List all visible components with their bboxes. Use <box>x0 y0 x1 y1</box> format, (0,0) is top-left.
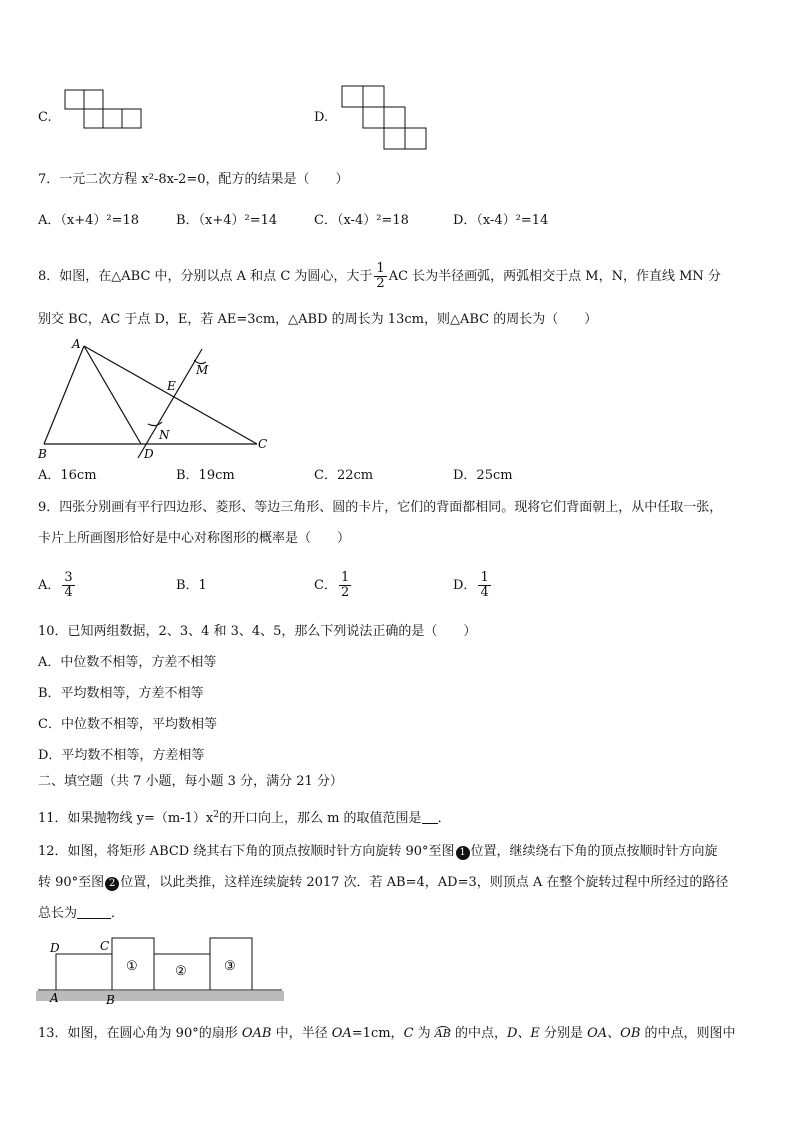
q8-frac-den: 2 <box>376 276 385 291</box>
q7-option-d: D．（x-4）²=14 <box>453 213 549 228</box>
q12-rotation-figure <box>36 930 286 1010</box>
q9-c-frac <box>339 571 351 600</box>
q13-oa: OA <box>331 1026 352 1041</box>
q13-part1: 13．如图，在圆心角为 90°的扇形 <box>38 1026 242 1041</box>
q8-stem-part1: 8．如图，在△ABC 中，分别以点 A 和点 C 为圆心，大于 <box>38 269 373 284</box>
q9-a-frac <box>62 571 74 600</box>
q12-l2-part1: 转 90°至图 <box>38 875 105 890</box>
q13-part7: 的中点，则图中 <box>640 1026 736 1041</box>
q8-stem-line1 <box>38 262 721 291</box>
q11-stem <box>38 805 451 829</box>
q7-option-b: B．（x+4）²=14 <box>176 213 278 228</box>
q9-d-num: 1 <box>480 570 489 585</box>
q13-part4: 为 <box>413 1026 435 1041</box>
q9-option-c <box>314 566 353 606</box>
q8-option-d: D．25cm <box>453 468 513 483</box>
q8-label-c: C <box>258 437 268 451</box>
q9-d-label: D． <box>453 578 477 593</box>
q12-l3-part2: ． <box>111 906 125 921</box>
q11-sup: 2 <box>213 810 219 820</box>
q12-line3 <box>38 904 124 924</box>
q11-blank[interactable] <box>422 809 438 824</box>
q12-l1-part2: 位置，继续绕右下角的顶点按顺时针方向旋 <box>470 844 718 859</box>
q12-l1-part1: 12．如图，将矩形 ABCD 绕其右下角的顶点按顺时针方向旋转 90°至图 <box>38 844 455 859</box>
q12-label-d: D <box>50 941 60 955</box>
q12-line2 <box>38 873 728 893</box>
q9-d-den: 4 <box>480 585 489 600</box>
q12-label-rect-2: ② <box>175 964 187 979</box>
q12-l3-part1: 总长为 <box>38 906 78 921</box>
q12-label-b: B <box>106 993 115 1007</box>
q12-label-rect-3: ③ <box>224 959 236 974</box>
q8-label-e: E <box>167 379 176 393</box>
q9-line1: 9．四张分别画有平行四边形、菱形、等边三角形、圆的卡片，它们的背面都相同。现将它们背面朝上，从中任取一张， <box>38 500 723 515</box>
q10-option-a: A．中位数不相等，方差不相等 <box>38 655 217 670</box>
q13-de: D、E <box>506 1026 540 1041</box>
q8-option-c: C．22cm <box>314 468 374 483</box>
q9-c-num: 1 <box>340 570 350 585</box>
q13-part6: 分别是 <box>539 1026 588 1041</box>
q9-a-den: 4 <box>64 585 73 600</box>
q8-label-m: M <box>196 363 209 377</box>
q13-arc-ab: AB <box>434 1027 451 1040</box>
q13-part2: 中，半径 <box>271 1026 332 1041</box>
q8-label-d: D <box>144 447 154 461</box>
option-d-label: D. <box>314 110 329 125</box>
q12-circle-2: 2 <box>105 877 119 891</box>
q11-part1: 11．如果抛物线 y=（m-1）x <box>38 811 214 826</box>
q11-part2: 的开口向上，那么 m 的取值范围是 <box>218 811 422 826</box>
q8-option-a: A．16cm <box>38 468 97 483</box>
q9-c-den: 2 <box>340 585 350 600</box>
q12-label-c: C <box>100 939 110 953</box>
q8-label-a: A <box>72 337 81 351</box>
q13-oab: OAB <box>241 1026 272 1041</box>
q13-part3: =1cm， <box>351 1026 404 1041</box>
q13-stem <box>38 1024 736 1044</box>
q7-option-c: C．（x-4）²=18 <box>314 213 409 228</box>
q9-a-label: A． <box>38 578 61 593</box>
section-title: 二、填空题（共 7 小题，每小题 3 分，满分 21 分） <box>38 774 343 789</box>
q8-label-b: B <box>38 447 47 461</box>
q10-option-b: B．平均数相等，方差不相等 <box>38 686 204 701</box>
q8-triangle-figure <box>34 332 284 464</box>
q13-part5: 的中点， <box>450 1026 507 1041</box>
q12-label-a: A <box>50 991 59 1005</box>
option-c-net-figure <box>60 88 150 132</box>
q11-part3: ． <box>437 811 451 826</box>
q12-circle-1: 1 <box>456 846 470 860</box>
q8-fraction <box>374 262 386 291</box>
option-c-label: C. <box>38 110 52 125</box>
q8-stem-part2: AC 长为半径画弧，两弧相交于点 M，N，作直线 MN 分 <box>388 269 721 284</box>
q10-stem: 10．已知两组数据，2、3、4 和 3、4、5，那么下列说法正确的是（ ） <box>38 624 477 639</box>
q12-blank[interactable] <box>77 904 111 919</box>
option-d-net-figure <box>338 84 438 152</box>
q9-d-frac <box>478 571 490 600</box>
q8-frac-num: 1 <box>376 261 385 276</box>
q9-option-b: B．1 <box>176 578 207 593</box>
q9-option-d <box>453 566 493 606</box>
q10-option-c: C．中位数不相等，平均数相等 <box>38 717 217 732</box>
q7-stem: 7．一元二次方程 x²-8x-2=0，配方的结果是（ ） <box>38 172 349 187</box>
q9-c-label: C． <box>314 578 337 593</box>
q12-l2-part2: 位置，以此类推，这样连续旋转 2017 次．若 AB=4，AD=3，则顶点 A 在整个旋转过程中所经过的路径 <box>120 875 729 890</box>
q9-option-a <box>38 566 77 606</box>
q13-c: C <box>403 1026 414 1041</box>
q10-option-d: D．平均数不相等，方差相等 <box>38 748 205 763</box>
q8-stem-line2: 别交 BC，AC 于点 D，E，若 AE=3cm，△ABD 的周长为 13cm，则△ABC 的周长为（ ） <box>38 312 598 327</box>
q12-label-rect-1: ① <box>126 959 138 974</box>
q9-a-num: 3 <box>64 570 73 585</box>
q13-oa-ob: OA、OB <box>587 1026 641 1041</box>
q7-option-a: A．（x+4）²=18 <box>38 213 140 228</box>
q9-line2: 卡片上所画图形恰好是中心对称图形的概率是（ ） <box>38 531 351 546</box>
q8-option-b: B．19cm <box>176 468 235 483</box>
q12-line1 <box>38 842 718 862</box>
q8-label-n: N <box>159 428 170 442</box>
